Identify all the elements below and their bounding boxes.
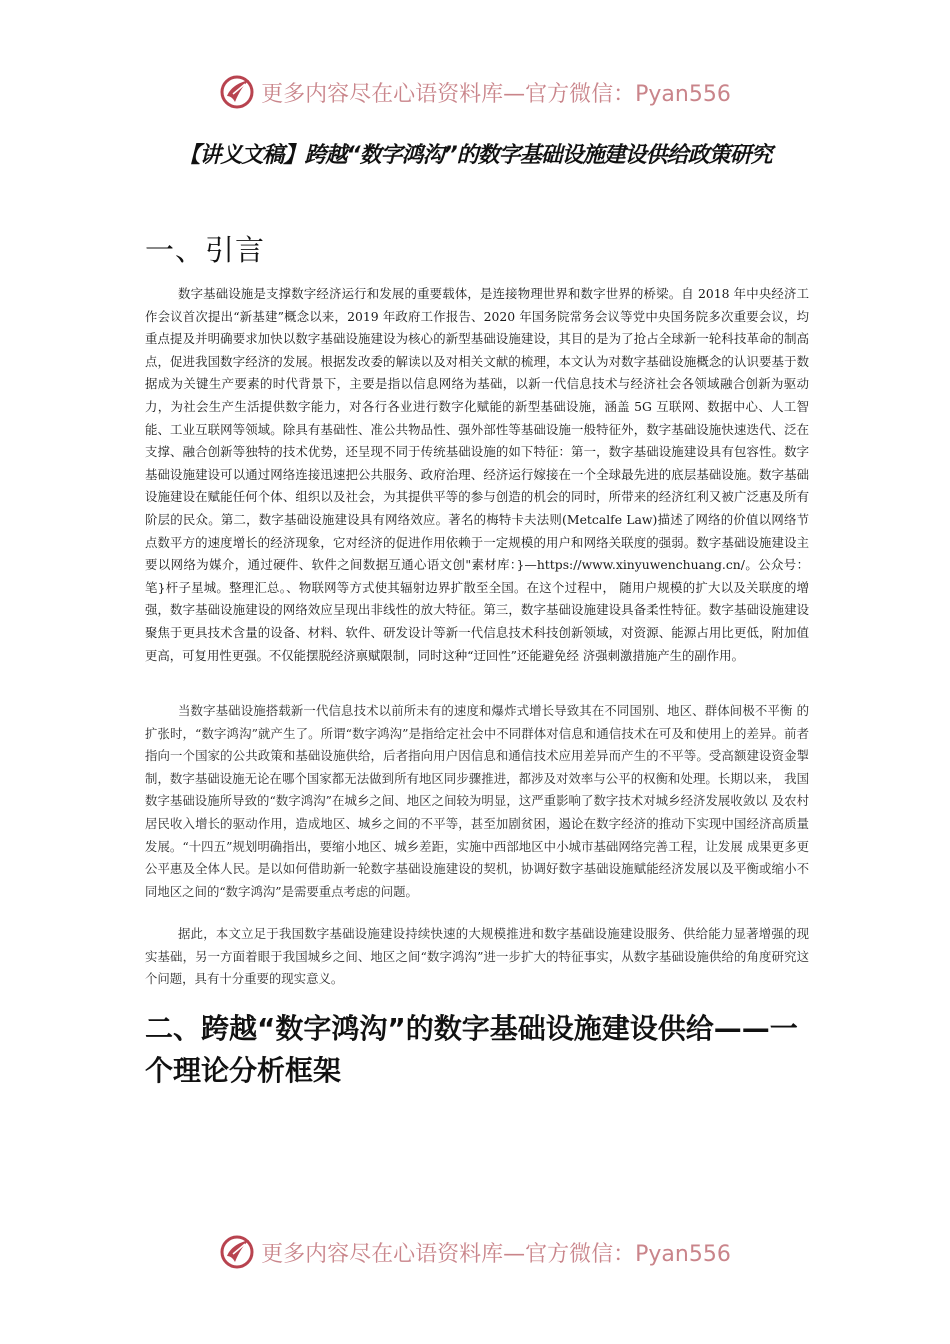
document-title: 【讲义文稿】跨越“数字鸿沟”的数字基础设施建设供给政策研究 (178, 143, 772, 168)
paragraph-2: 当数字基础设施搭载新一代信息技术以前所未有的速度和爆炸式增长导致其在不同国别、地区、群体间极不平衡 的扩张时，“数字鸿沟”就产生了。所谓“数字鸿沟”是指给定社会中不同群体对信息和通信技术在可及和使用上的差异。前者指向一个国家的公共政策和基础设施供给，后者指向用户因信息和通信技术应用差异而产生的不平等。受高额建设资金掣制，数字基础设施无论在哪个国家都无法做到所有地区同步骤推进，都涉及对效率与公平的权衡和处理。长期以来， 我国数字基础设施所导致的“数字鸿沟”在城乡之间、地区之间较为明显，这严重影响了数字技术对城乡经济发展收敛以 及农村居民收入增长的驱动作用，造成地区、城乡之间的不平等，甚至加剧贫困，遏论在数字经济的推动下实现中国经济高质量发展。“十四五”规划明确指出，要缩小地区、城乡差距，实施中西部地区中小城市基础网络完善工程，让发展 成果更多更公平惠及全体人民。是以如何借助新一轮数字基础设施建设的契机，协调好数字基础设施赋能经济发展以及平衡或缩小不同地区之间的“数字鸿沟”是需要重点考虑的问题。 (145, 703, 809, 899)
header-banner-text: 更多内容尽在心语资料库—官方微信：Pyan556 (261, 81, 731, 107)
paragraph-1: 数字基础设施是支撑数字经济运行和发展的重要载体，是连接物理世界和数字世界的桥梁。自 2018 年中央经济工作会议首次提出“新基建”概念以来，2019 年政府工作报告、2020 年国务院常务会议等党中央国务院多次重要会议，均重点提及并明确要求加快以数字基础设施建设为核心的新型基础设施建设，其目的是为了抢占全球新一轮科技革命的制高点，促进我国数字经济的发展。根据发改委的解读以及对相关文献的梳理，本文认为对数字基础设施概念的认识要基于数据成为关键生产要素的时代背景下，主要是指以信息网络为基础，以新一代信息技术与经济社会各领域融合创新为驱动力，为社会生产生活提供数字能力，对各行各业进行数字化赋能的新型基础设施，涵盖 5G 互联网、数据中心、人工智能、工业互联网等领域。除具有基础性、准公共物品性、强外部性等基础设施一般特征外，数字基础设施快速迭代、泛在支撑、融合创新等独特的技术优势，还呈现不同于传统基础设施的如下特征：第一，数字基础设施建设具有包容性。数字基础设施建设可以通过网络连接迅速把公共服务、政府治理、经济运行嫁接在一个全球最先进的底层基础设施。数字基础设施建设在赋能任何个体、组织以及社会，为其提供平等的参与创造的机会的同时，所带来的经济红利又被广泛惠及所有阶层的民众。第二，数字基础设施建设具有网络效应。著名的梅特卡夫法则(Metcalfe Law)描述了网络的价值以网络节点数平方的速度增长的经济现象，它对经济的促进作用依赖于一定规模的用户和网络关联度的强弱。数字基础设施建设主要以网络为媒介，通过硬件、软件之间数据互通心语文创"素材库：}—https://www.xinyuwenchuang.cn/。公众号：笔}杆子星城。整理汇总。、物联网等方式使其辐射边界扩散至全国。在这个过程中， 随用户规模的扩大以及关联度的增强，数字基础设施建设的网络效应呈现出非线性的放大特征。第三，数字基础设施建设具备柔性特征。数字基础设施建设聚焦于更具技术含量的设备、材料、软件、研发设计等新一代信息技术科技创新领域，对资源、能源占用比更低，附加值更高，可复用性更强。不仅能摆脱经济禀赋限制，同时这种“迂回性”还能避免经 济强刺激措施产生的副作用。 (145, 286, 809, 663)
section-2-heading: 二、跨越“数字鸿沟”的数字基础设施建设供给——一个理论分析框架 (145, 1012, 798, 1087)
footer-banner (0, 1230, 950, 1274)
footer-banner-text: 更多内容尽在心语资料库—官方微信：Pyan556 (261, 1241, 731, 1267)
logo-icon (219, 1234, 255, 1270)
paragraph-3: 据此，本文立足于我国数字基础设施建设持续快速的大规模推进和数字基础设施建设服务、供给能力显著增强的现实基础，另一方面着眼于我国城乡之间、地区之间“数字鸿沟”进一步扩大的特征事实，从数字基础设施供给的角度研究这个问题，具有十分重要的现实意义。 (145, 926, 809, 987)
section-1-heading: 一、引言 (145, 233, 266, 267)
header-banner (0, 70, 950, 114)
logo-icon (219, 74, 255, 110)
